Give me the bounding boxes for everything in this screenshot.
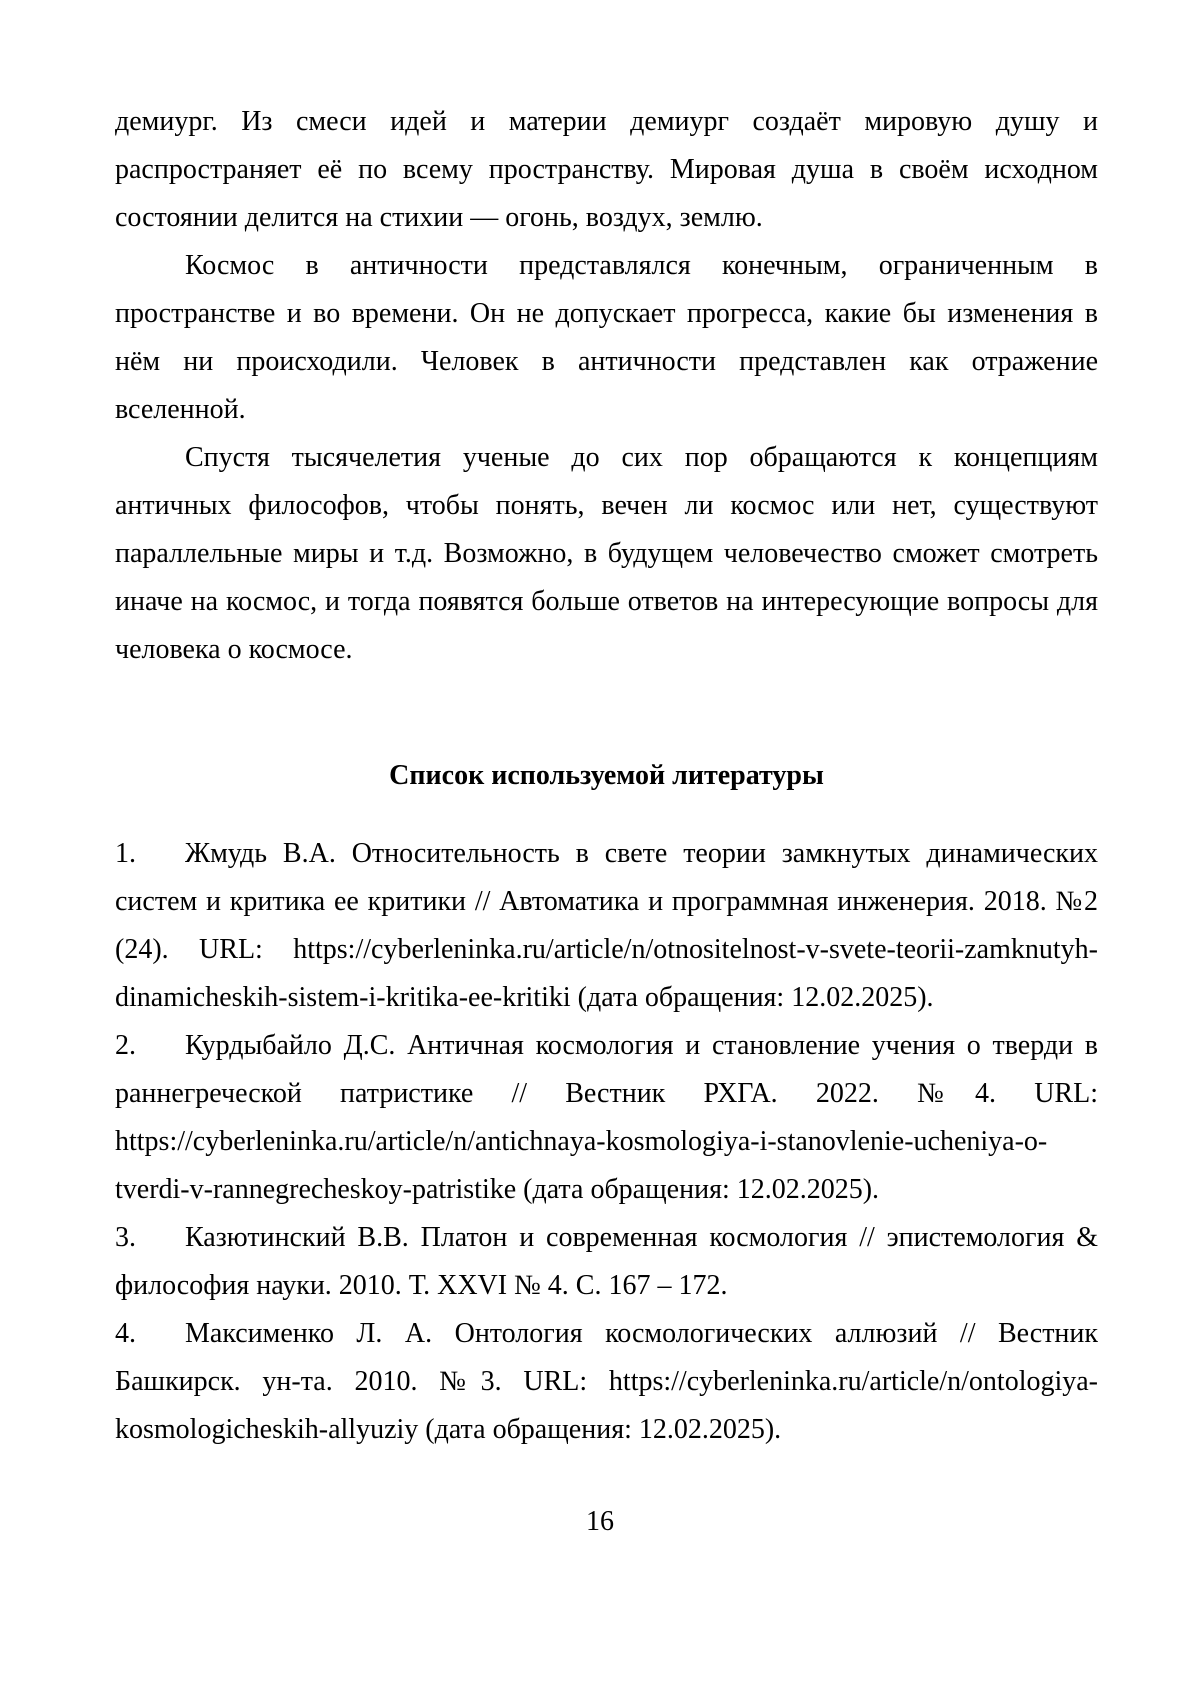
reference-item-4 [115,1310,1098,1454]
reference-item-1 [115,830,1098,1022]
reference-text: Максименко Л. А. Онтология космологических аллюзий // Вестник Башкирск. ун-та. 2010. №3. URL: https://cyberleninka.ru/article/n/ontologiya-kosmologicheskih-allyuziy (дата обращения: 12.02.2025). [115,1318,1098,1445]
reference-text: Жмудь В.А. Относительность в свете теории замкнутых динамических систем и критика ее критики // Автоматика и программная инженерия. 2018. №2 (24). URL: https://cyberleninka.ru/article/n/otnositelnost-v-svete-teorii-zamknutyh-dinamicheskih-sistem-i-kritika-ee-kritiki (дата обращения: 12.02.2025). [115,838,1098,1013]
reference-number: 4. [115,1318,136,1349]
body-paragraph-2: Космос в античности представлялся конечным, ограниченным в пространстве и во времени. Он не допускает прогресса, какие бы изменения в нём ни происходили. Человек в античности представлен как отражение вселенной. [115,250,1098,425]
reference-text: Курдыбайло Д.С. Античная космология и становление учения о тверди в раннегреческой патристике // Вестник РХГА. 2022. №4. URL: https://cyberleninka.ru/article/n/antichnaya-kosmologiya-i-stanovlenie-ucheniya-o-tverdi-v-rannegrecheskoy-patristike (дата обращения: 12.02.2025). [115,1030,1098,1205]
body-paragraph-1: демиург. Из смеси идей и материи демиург создаёт мировую душу и распространяет её по всему пространству. Мировая душа в своём исходном состоянии делится на стихии — огонь, воздух, землю. [115,106,1098,233]
page-number: 16 [586,1506,614,1537]
reference-text: Казютинский В.В. Платон и современная космология // эпистемология & философия науки. 2010. Т. XXVI № 4. С. 167 – 172. [115,1222,1098,1301]
reference-item-2 [115,1022,1098,1214]
page-body [115,98,1098,1454]
reference-number: 2. [115,1030,136,1061]
reference-item-3 [115,1214,1098,1310]
reference-number: 3. [115,1222,136,1253]
reference-number: 1. [115,838,136,869]
body-paragraph-3: Спустя тысячелетия ученые до сих пор обращаются к концепциям античных философов, чтобы понять, вечен ли космос или нет, существуют параллельные миры и т.д. Возможно, в будущем человечество сможет смотреть иначе на космос, и тогда появятся больше ответов на интересующие вопросы для человека о космосе. [115,442,1098,665]
bibliography-heading: Список используемой литературы [389,760,824,791]
